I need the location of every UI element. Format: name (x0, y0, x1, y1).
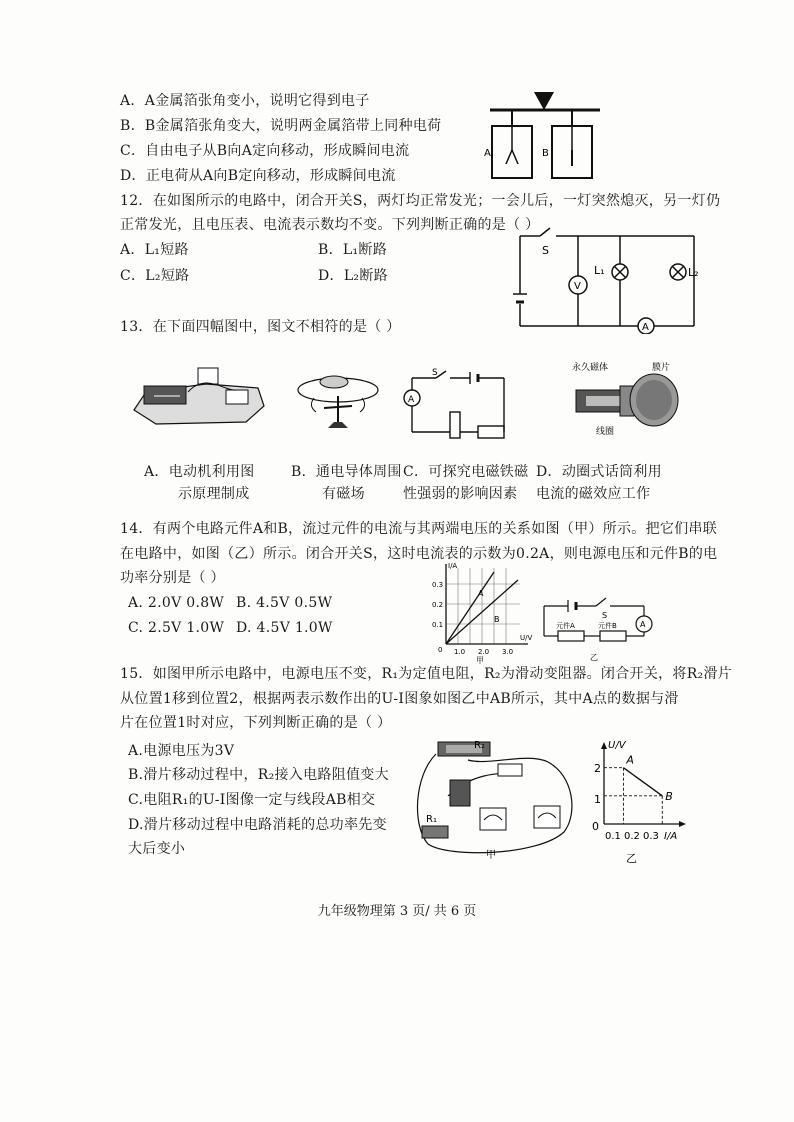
q14-stem-line1: 14．有两个电路元件A和B，流过元件的电流与其两端电压的关系如图（甲）所示。把它们串联 (120, 521, 718, 537)
q13-caption-c-line2: 性强弱的影响因素 (403, 486, 518, 502)
q15-point-a-label: A (626, 753, 634, 767)
q14-option-c: C. 2.5V 1.0W (128, 620, 225, 636)
q13-caption-b-line2: 有磁场 (322, 486, 365, 502)
q15-stem-line2: 从位置1移到位置2，根据两表示数作出的U-I图象如图乙中AB所示，其中A点的数据与滑 (120, 691, 679, 707)
q12-circuit-figure (512, 222, 712, 334)
q15-graph-ytick-0: 2 (594, 762, 601, 775)
q14-graph-series-b: B (494, 615, 500, 624)
q12-option-c: C．L₂短路 (120, 268, 190, 284)
q12-option-a: A．L₁短路 (120, 242, 189, 258)
q12-voltmeter-label: V (574, 281, 581, 292)
q14-iu-graph (420, 560, 540, 664)
q14-stem-line3: 功率分别是（ ） (120, 570, 225, 586)
q14-graph-series-a: A (478, 589, 484, 598)
q13-figure-b-conductor (294, 366, 384, 436)
q15-option-a: A.电源电压为3V (128, 743, 235, 759)
q12-stem-line1: 12．在如图所示的电路中，闭合开关S，两灯均正常发光；一会儿后，一灯突然熄灭，另一灯仍 (120, 193, 721, 209)
q12-lamp1-label: L₁ (594, 264, 605, 277)
q13-caption-b-line1: B．通电导体周围 (291, 464, 402, 480)
q12-option-b: B．L₁断路 (318, 242, 387, 258)
q15-graph-xlabel: I/A (664, 831, 678, 842)
q11-label-a: A (484, 148, 491, 159)
q14-graph-xtick-1: 2.0 (478, 648, 490, 656)
q15-jia-caption: 甲 (486, 850, 496, 861)
q15-physical-circuit (408, 736, 578, 862)
q15-graph-xtick-1: 0.2 (624, 831, 640, 842)
q15-stem-line3: 片在位置1时对应，下列判断正确的是（ ） (120, 715, 392, 731)
q14-graph-ytick-1: 0.2 (432, 601, 444, 609)
q13-figure-d-microphone (566, 360, 686, 440)
q12-lamp2-label: L₂ (688, 266, 699, 279)
q11-label-b: B (542, 148, 549, 159)
q13-c-switch-label: S (432, 368, 438, 378)
page-footer: 九年级物理第 3 页/ 共 6 页 (317, 904, 477, 919)
q15-option-d-line2: 大后变小 (128, 841, 186, 857)
q14-stem-line2: 在电路中，如图（乙）所示。闭合开关S，这时电流表的示数为0.2A，则电源电压和元件B的电 (120, 546, 718, 562)
q12-ammeter-label: A (642, 322, 649, 333)
q15-r1-label: R₁ (426, 814, 437, 825)
q14-graph-caption: 甲 (476, 656, 484, 664)
q15-graph-xtick-2: 0.3 (643, 831, 659, 842)
q14-option-b: B. 4.5V 0.5W (236, 595, 333, 611)
q15-segment-ab (623, 768, 662, 796)
q15-graph-xtick-0: 0.1 (605, 831, 621, 842)
q13-caption-a-line2: 示原理制成 (178, 486, 250, 502)
q14-circuit-switch-label: S (602, 611, 608, 620)
q14-circuit-element-a: 元件A (556, 622, 575, 630)
q14-series-circuit (540, 596, 660, 664)
q14-circuit-caption: 乙 (590, 653, 598, 662)
q14-graph-xlabel: U/V (520, 634, 533, 642)
q13-caption-c-line1: C．可探究电磁铁磁 (403, 464, 529, 480)
q14-graph-ytick-0: 0.3 (432, 581, 444, 589)
q15-r2-label: R₂ (474, 740, 485, 751)
q15-graph-ytick-1: 1 (594, 793, 601, 806)
q13-figure-a-motor (126, 362, 274, 428)
q15-stem-line1: 15．如图甲所示电路中，电源电压不变，R₁为定值电阻，R₂为滑动变阻器。闭合开关，将R₂滑片 (120, 666, 733, 682)
q15-option-c: C.电阻R₁的U-I图像一定与线段AB相交 (128, 792, 376, 808)
q15-option-b: B.滑片移动过程中，R₂接入电路阻值变大 (128, 767, 389, 783)
q14-circuit-element-b: 元件B (598, 622, 617, 630)
q14-circuit-ammeter-label: A (640, 620, 646, 629)
q12-stem-line2: 正常发光，且电压表、电流表示数均不变。下列判断正确的是（ ） (120, 217, 540, 233)
q15-point-b-label: B (665, 789, 673, 803)
q14-option-d: D. 4.5V 1.0W (236, 620, 333, 636)
q14-graph-ylabel: I/A (448, 562, 458, 570)
q13-caption-d-line2: 电流的磁效应工作 (536, 486, 651, 502)
q13-d-coil-label: 线圈 (596, 427, 615, 437)
q14-graph-xtick-2: 3.0 (502, 648, 514, 656)
q14-option-a: A. 2.0V 0.8W (128, 595, 225, 611)
q11-option-c: C．自由电子从B向A定向移动，形成瞬间电流 (120, 143, 410, 159)
q13-caption-a-line1: A．电动机利用图 (144, 464, 255, 480)
q14-graph-ytick-3: 0 (438, 646, 443, 654)
q15-option-d-line1: D.滑片移动过程中电路消耗的总功率先变 (128, 817, 387, 833)
q15-graph-ylabel: U/V (608, 740, 626, 751)
q14-graph-xtick-0: 1.0 (454, 648, 466, 656)
q13-c-ammeter-label: A (408, 395, 415, 405)
q11-electroscope-figure (482, 86, 612, 186)
q11-option-b: B．B金属箔张角变大，说明两金属箔带上同种电荷 (120, 118, 442, 134)
q13-d-magnet-label: 永久磁体 (572, 363, 609, 373)
q14-graph-ytick-2: 0.1 (432, 621, 444, 629)
q13-stem: 13．在下面四幅图中，图文不相符的是（ ） (120, 319, 401, 335)
q15-graph-ytick-2: 0 (592, 820, 599, 833)
q13-caption-d-line1: D．动圈式话筒利用 (536, 464, 662, 480)
q11-option-d: D．正电荷从A向B定向移动，形成瞬间电流 (120, 168, 396, 184)
q13-figure-c-electromagnet (400, 366, 510, 442)
q13-d-diaphragm-label: 膜片 (652, 363, 671, 373)
q15-graph-caption: 乙 (626, 852, 637, 865)
q11-option-a: A．A金属箔张角变小，说明它得到电子 (120, 93, 370, 109)
q12-switch-label: S (542, 244, 549, 257)
q15-ui-graph (584, 740, 688, 866)
q12-option-d: D．L₂断路 (318, 268, 388, 284)
